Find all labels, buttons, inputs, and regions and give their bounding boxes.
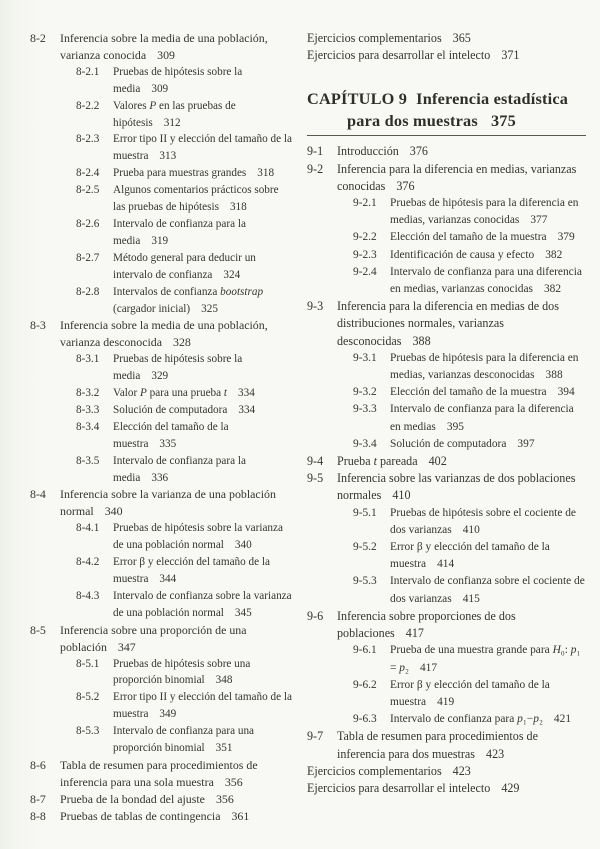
entry-number: 9-5.3 bbox=[353, 575, 377, 588]
entry-number: 9-2.3 bbox=[353, 248, 377, 261]
page-number: 402 bbox=[428, 454, 447, 469]
toc-section-entry bbox=[30, 30, 293, 64]
toc-subsection-entry bbox=[30, 419, 293, 453]
entry-title: Inferencia para la diferencia en medias, varianzas conocidas 376 bbox=[337, 161, 577, 193]
page-number: 328 bbox=[173, 335, 191, 350]
entry-title: Inferencia sobre las varianzas de dos poblaciones normales 410 bbox=[337, 471, 576, 503]
page-number: 429 bbox=[501, 780, 520, 795]
page-number: 351 bbox=[215, 742, 233, 755]
toc-subsection-entry bbox=[30, 554, 293, 588]
chapter-rule bbox=[307, 135, 586, 136]
toc-column-right bbox=[307, 30, 586, 825]
entry-title: Prueba de una muestra grande para H₀: p₁ = p₂ 417 bbox=[390, 644, 581, 674]
toc-subsection-entry bbox=[30, 250, 293, 284]
entry-number: 9-3.4 bbox=[353, 437, 377, 450]
entry-number: 8-2.4 bbox=[76, 167, 100, 180]
entry-title: Prueba para muestras grandes 318 bbox=[113, 167, 275, 180]
entry-title: Inferencia sobre la media de una población, varianza desconocida 328 bbox=[60, 318, 268, 350]
page-number: 423 bbox=[486, 746, 505, 761]
page-number: 388 bbox=[545, 369, 563, 382]
toc-subsection-entry bbox=[30, 64, 293, 98]
toc-section-entry bbox=[307, 298, 586, 350]
toc-subsection-entry bbox=[30, 520, 293, 554]
toc-subsection-entry bbox=[30, 98, 293, 132]
entry-number: 8-2.3 bbox=[76, 133, 100, 146]
entry-title: Pruebas de hipótesis sobre la media 309 bbox=[113, 65, 243, 95]
page-number: 410 bbox=[462, 523, 480, 536]
page-number: 345 bbox=[234, 606, 252, 619]
toc-subsection-entry bbox=[307, 436, 586, 453]
page-number: 376 bbox=[409, 144, 428, 159]
entry-number: 8-4.1 bbox=[76, 522, 100, 535]
page-number: 340 bbox=[104, 504, 123, 519]
page-number: 324 bbox=[223, 268, 241, 281]
entry-title: Solución de computadora 334 bbox=[113, 403, 256, 416]
entry-number: 8-3.2 bbox=[76, 387, 100, 400]
entry-title: Error β y elección del tamaño de la muestra 419 bbox=[390, 678, 550, 708]
entry-title: Intervalo de confianza para una proporción binomial 351 bbox=[113, 725, 255, 755]
entry-number: 9-7 bbox=[307, 729, 324, 744]
toc-section-entry bbox=[30, 486, 293, 520]
entry-number: 9-2.1 bbox=[353, 197, 377, 210]
entry-number: 8-3.4 bbox=[76, 420, 100, 433]
toc-section-entry bbox=[30, 757, 293, 791]
page-number: 318 bbox=[229, 201, 247, 214]
entry-number: 8-5.1 bbox=[76, 657, 100, 670]
entry-title: Pruebas de tablas de contingencia 361 bbox=[60, 808, 250, 823]
toc-plain-entry bbox=[307, 780, 586, 797]
page-number: 325 bbox=[201, 302, 218, 315]
toc-subsection-entry bbox=[307, 677, 586, 711]
page-number: 335 bbox=[159, 437, 177, 450]
toc-plain-entry bbox=[307, 763, 586, 780]
entry-title: Identificación de causa y efecto 382 bbox=[390, 248, 563, 261]
entry-title: Pruebas de hipótesis para la diferencia en medias, varianzas desconocidas 388 bbox=[390, 351, 579, 382]
entry-title: Intervalo de confianza para la media 319 bbox=[113, 217, 246, 247]
entry-number: 9-3.2 bbox=[353, 386, 377, 399]
entry-title: Valor P para una prueba t 334 bbox=[113, 387, 255, 400]
entry-number: 8-3.5 bbox=[76, 454, 100, 467]
entry-number: 9-6 bbox=[307, 608, 324, 623]
toc-subsection-entry bbox=[30, 216, 293, 250]
page-number: 309 bbox=[151, 82, 169, 95]
page-number: 347 bbox=[117, 639, 136, 654]
page-number: 356 bbox=[215, 791, 234, 806]
entry-title: Intervalo de confianza para p₁−p₂ 421 bbox=[390, 713, 572, 726]
entry-number: 9-6.1 bbox=[353, 644, 377, 657]
toc-section-entry bbox=[307, 453, 586, 470]
page-number: 340 bbox=[234, 539, 252, 552]
entry-title: Prueba t pareada 402 bbox=[337, 454, 447, 469]
toc-subsection-entry bbox=[30, 588, 293, 622]
entry-number: 8-5.2 bbox=[76, 691, 100, 704]
page-number: 423 bbox=[452, 763, 471, 778]
toc-subsection-entry bbox=[307, 384, 586, 401]
page-number: 344 bbox=[159, 573, 177, 585]
entry-title: Intervalo de confianza sobre el cociente de dos varianzas 415 bbox=[390, 575, 585, 605]
page-number: 379 bbox=[557, 231, 575, 244]
entry-number: 9-5 bbox=[307, 471, 324, 486]
entry-title: Error β y elección del tamaño de la muestra 344 bbox=[113, 556, 270, 585]
toc-subsection-entry bbox=[30, 385, 293, 402]
entry-number: 9-3.3 bbox=[353, 403, 377, 416]
page-number: 395 bbox=[446, 420, 464, 433]
toc-section-entry bbox=[30, 808, 293, 825]
chapter-title: Inferencia estadística para dos muestras bbox=[347, 89, 569, 131]
entry-title: Tabla de resumen para procedimientos de inferencia para una sola muestra 356 bbox=[60, 757, 258, 789]
entry-title: Inferencia sobre una proporción de una población 347 bbox=[60, 622, 247, 654]
entry-number: 8-2.7 bbox=[76, 251, 100, 264]
entry-title: Ejercicios complementarios 423 bbox=[307, 763, 471, 778]
entry-title: Error tipo II y elección del tamaño de la muestra 313 bbox=[113, 133, 292, 163]
entry-title: Error β y elección del tamaño de la muestra 414 bbox=[390, 541, 550, 571]
page-number: 312 bbox=[163, 116, 181, 129]
entry-number: 8-5 bbox=[30, 622, 46, 637]
entry-number: 8-8 bbox=[30, 808, 46, 823]
entry-number: 8-2.8 bbox=[76, 285, 100, 298]
page-number: 319 bbox=[151, 234, 169, 247]
page-number: 318 bbox=[257, 167, 275, 180]
toc-subsection-entry bbox=[30, 689, 293, 723]
entry-title: Ejercicios para desarrollar el intelecto 371 bbox=[307, 48, 520, 63]
entry-number: 8-3.3 bbox=[76, 403, 100, 416]
toc-subsection-entry bbox=[307, 505, 586, 539]
toc-subsection-entry bbox=[30, 656, 293, 690]
entry-title: Inferencia sobre la varianza de una población normal 340 bbox=[60, 487, 276, 519]
toc-subsection-entry bbox=[30, 453, 293, 487]
entry-number: 9-2.4 bbox=[353, 265, 377, 278]
entry-title: Intervalo de confianza sobre la varianza de una población normal 345 bbox=[113, 589, 292, 619]
toc-subsection-entry bbox=[30, 723, 293, 757]
entry-number: 8-6 bbox=[30, 757, 46, 772]
entry-number: 9-5.1 bbox=[353, 506, 377, 519]
toc-subsection-entry bbox=[307, 573, 586, 607]
page-number: 382 bbox=[545, 248, 563, 261]
page-number: 356 bbox=[224, 774, 243, 789]
toc-subsection-entry bbox=[30, 351, 293, 385]
page-number: 309 bbox=[157, 47, 175, 62]
toc-subsection-entry bbox=[30, 131, 293, 165]
toc-subsection-entry bbox=[30, 284, 293, 318]
entry-title: Elección del tamaño de la muestra 335 bbox=[113, 420, 229, 450]
entry-number: 9-2.2 bbox=[353, 231, 377, 244]
page-number: 397 bbox=[517, 437, 535, 450]
toc-subsection-entry bbox=[307, 401, 586, 435]
toc-subsection-entry bbox=[307, 642, 586, 676]
entry-number: 8-3.1 bbox=[76, 353, 100, 366]
entry-number: 9-4 bbox=[307, 454, 324, 469]
toc-section-entry bbox=[307, 470, 586, 504]
entry-number: 8-2.5 bbox=[76, 184, 100, 197]
page-number: 382 bbox=[543, 283, 562, 296]
toc-subsection-entry bbox=[307, 247, 586, 264]
toc-subsection-entry bbox=[307, 195, 586, 229]
entry-title: Prueba de la bondad del ajuste 356 bbox=[60, 791, 234, 806]
entry-number: 8-2.6 bbox=[76, 217, 100, 230]
entry-title: Solución de computadora 397 bbox=[390, 437, 535, 450]
page-number: 348 bbox=[215, 674, 233, 687]
entry-title: Tabla de resumen para procedimientos de inferencia para dos muestras 423 bbox=[337, 729, 538, 761]
entry-number: 9-5.2 bbox=[353, 541, 377, 554]
toc-subsection-entry bbox=[307, 539, 586, 573]
page-number: 377 bbox=[530, 214, 548, 227]
page-number: 334 bbox=[238, 387, 255, 400]
toc-subsection-entry bbox=[307, 350, 586, 384]
entry-number: 8-3 bbox=[30, 318, 46, 333]
entry-number: 9-6.3 bbox=[353, 713, 377, 726]
entry-title: Algunos comentarios prácticos sobre las pruebas de hipótesis 318 bbox=[113, 184, 279, 214]
entry-title: Inferencia sobre la media de una población, varianza conocida 309 bbox=[60, 31, 268, 62]
entry-title: Elección del tamaño de la muestra 379 bbox=[390, 231, 575, 244]
entry-number: 8-4 bbox=[30, 487, 46, 502]
entry-number: 8-7 bbox=[30, 791, 46, 806]
entry-title: Ejercicios para desarrollar el intelecto 429 bbox=[307, 780, 520, 795]
entry-title: Pruebas de hipótesis sobre la media 329 bbox=[113, 353, 243, 383]
page-number: 421 bbox=[553, 713, 572, 726]
page-number: 365 bbox=[452, 31, 471, 45]
entry-title: Intervalo de confianza para la media 336 bbox=[113, 454, 246, 484]
page-number: 388 bbox=[412, 333, 431, 348]
entry-number: 8-2 bbox=[30, 31, 46, 45]
entry-number: 8-2.1 bbox=[76, 65, 100, 78]
entry-number: 9-2 bbox=[307, 161, 324, 176]
page-number: 417 bbox=[419, 661, 438, 674]
entry-title: Intervalo de confianza para una diferencia en medias, varianzas conocidas 382 bbox=[390, 265, 582, 296]
entry-number: 9-1 bbox=[307, 144, 324, 159]
toc-subsection-entry bbox=[30, 182, 293, 216]
toc-column-left bbox=[30, 30, 293, 825]
entry-title: Inferencia para la diferencia en medias de dos distribuciones normales, varianzas desconocidas 388 bbox=[337, 299, 559, 348]
chapter-label: CAPÍTULO 9 bbox=[307, 89, 408, 109]
entry-number: 9-6.2 bbox=[353, 678, 377, 691]
entry-number: 9-3.1 bbox=[353, 351, 377, 364]
entry-title: Pruebas de hipótesis sobre el cociente de dos varianzas 410 bbox=[390, 506, 576, 536]
toc-section-entry bbox=[307, 161, 586, 195]
page-number: 349 bbox=[159, 708, 177, 721]
toc-plain-entry bbox=[307, 30, 586, 47]
toc-section-entry bbox=[30, 622, 293, 656]
toc-section-entry bbox=[30, 317, 293, 351]
entry-title: Ejercicios complementarios 365 bbox=[307, 31, 471, 45]
toc-subsection-entry bbox=[307, 711, 586, 728]
entry-title: Pruebas de hipótesis para la diferencia en medias, varianzas conocidas 377 bbox=[390, 197, 579, 227]
page-number: 313 bbox=[159, 150, 177, 163]
page-number: 371 bbox=[501, 48, 520, 63]
chapter-heading bbox=[307, 88, 586, 132]
entry-title: Intervalos de confianza bootstrap (cargador inicial) 325 bbox=[113, 285, 264, 315]
page-number: 394 bbox=[557, 386, 575, 399]
toc-section-entry bbox=[307, 143, 586, 160]
page-number: 336 bbox=[151, 471, 169, 484]
entry-number: 8-2.2 bbox=[76, 99, 100, 112]
entry-title: Elección del tamaño de la muestra 394 bbox=[390, 386, 575, 399]
toc-section-entry bbox=[307, 728, 586, 762]
toc-section-entry bbox=[30, 791, 293, 808]
entry-number: 8-5.3 bbox=[76, 725, 100, 738]
page-number: 419 bbox=[437, 695, 455, 708]
entry-title: Introducción 376 bbox=[337, 144, 428, 159]
page-number: 414 bbox=[437, 558, 455, 571]
entry-title: Valores P en las pruebas de hipótesis 312 bbox=[113, 99, 236, 129]
entry-title: Pruebas de hipótesis sobre la varianza de una población normal 340 bbox=[113, 522, 283, 552]
toc-subsection-entry bbox=[307, 264, 586, 298]
toc-subsection-entry bbox=[307, 229, 586, 246]
page-number: 410 bbox=[392, 488, 411, 503]
page-number: 361 bbox=[231, 808, 250, 823]
toc-subsection-entry bbox=[30, 165, 293, 182]
page-number: 334 bbox=[238, 403, 256, 416]
entry-number: 8-4.2 bbox=[76, 556, 100, 569]
toc-section-entry bbox=[307, 608, 586, 642]
page-number: 329 bbox=[151, 370, 169, 383]
page-number: 417 bbox=[405, 626, 424, 641]
entry-title: Error tipo II y elección del tamaño de la muestra 349 bbox=[113, 691, 292, 721]
page-number: 415 bbox=[462, 592, 480, 605]
entry-title: Intervalo de confianza para la diferencia en medias 395 bbox=[390, 403, 574, 433]
entry-title: Inferencia sobre proporciones de dos poblaciones 417 bbox=[337, 608, 516, 641]
entry-number: 8-4.3 bbox=[76, 589, 100, 602]
page-number: 375 bbox=[490, 111, 516, 131]
toc-plain-entry bbox=[307, 47, 586, 64]
toc-subsection-entry bbox=[30, 402, 293, 419]
entry-title: Método general para deducir un intervalo de confianza 324 bbox=[113, 251, 256, 281]
entry-title: Pruebas de hipótesis sobre una proporción binomial 348 bbox=[113, 657, 251, 687]
page-number: 376 bbox=[396, 178, 415, 193]
entry-number: 9-3 bbox=[307, 299, 324, 314]
